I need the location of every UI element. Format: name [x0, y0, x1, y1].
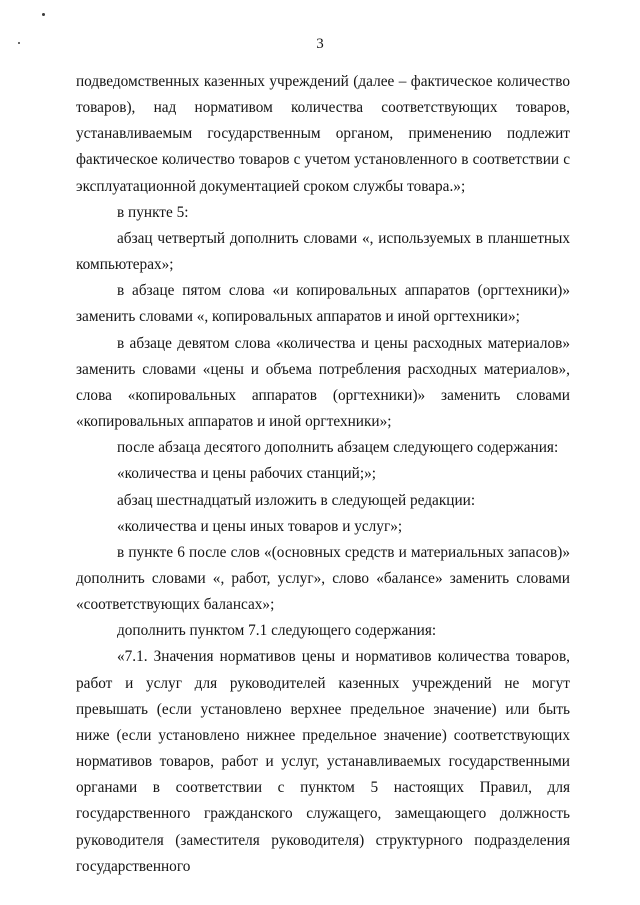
paragraph-continuation: подведомственных казенных учреждений (далее – фактическое количество товаров), над нормативом количества соответствующих товаров, устанавливаемым государственным органом, применению подлежит фактическое количество товаров с учетом установленного в соответствии с эксплуатационной документацией сроком службы товара.»; — [76, 73, 570, 195]
paragraph: после абзаца десятого дополнить абзацем следующего содержания: — [117, 439, 559, 457]
document-body — [76, 69, 570, 880]
paragraph: «количества и цены рабочих станций;»; — [117, 465, 376, 483]
paragraph: в пункте 5: — [117, 203, 189, 221]
paragraph: «количества и цены иных товаров и услуг»; — [117, 517, 403, 535]
scan-speck — [42, 13, 45, 16]
paragraph: абзац шестнадцатый изложить в следующей редакции: — [117, 491, 476, 509]
paragraph: «7.1. Значения нормативов цены и нормативов количества товаров, работ и услуг для руководителей казенных учреждений не могут превышать (если установлено верхнее предельное значение) или быть ниже (если установлено нижнее предельное значение) соответствующих нормативов товаров, работ и услуг, устанавливаемых государственными органами в соответствии с пунктом 5 настоящих Правил, для государственного гражданского служащего, замещающего должность руководителя (заместителя руководителя) структурного подразделения государственного — [76, 648, 570, 875]
paragraph: абзац четвертый дополнить словами «, используемых в планшетных компьютерах»; — [76, 229, 570, 274]
paragraph: в пункте 6 после слов «(основных средств и материальных запасов)» дополнить словами «, работ, услуг», слово «балансе» заменить словами «соответствующих балансах»; — [76, 543, 570, 614]
paragraph: дополнить пунктом 7.1 следующего содержания: — [117, 622, 437, 640]
paragraph: в абзаце пятом слова «и копировальных аппаратов (оргтехники)» заменить словами «, копировальных аппаратов и иной оргтехники»; — [76, 282, 570, 326]
paragraph: в абзаце девятом слова «количества и цены расходных материалов» заменить словами «цены и объема потребления расходных материалов», слова «копировальных аппаратов (оргтехники)» заменить словами «копировальных аппаратов и иной оргтехники»; — [76, 334, 570, 431]
page-number: 3 — [316, 36, 324, 52]
